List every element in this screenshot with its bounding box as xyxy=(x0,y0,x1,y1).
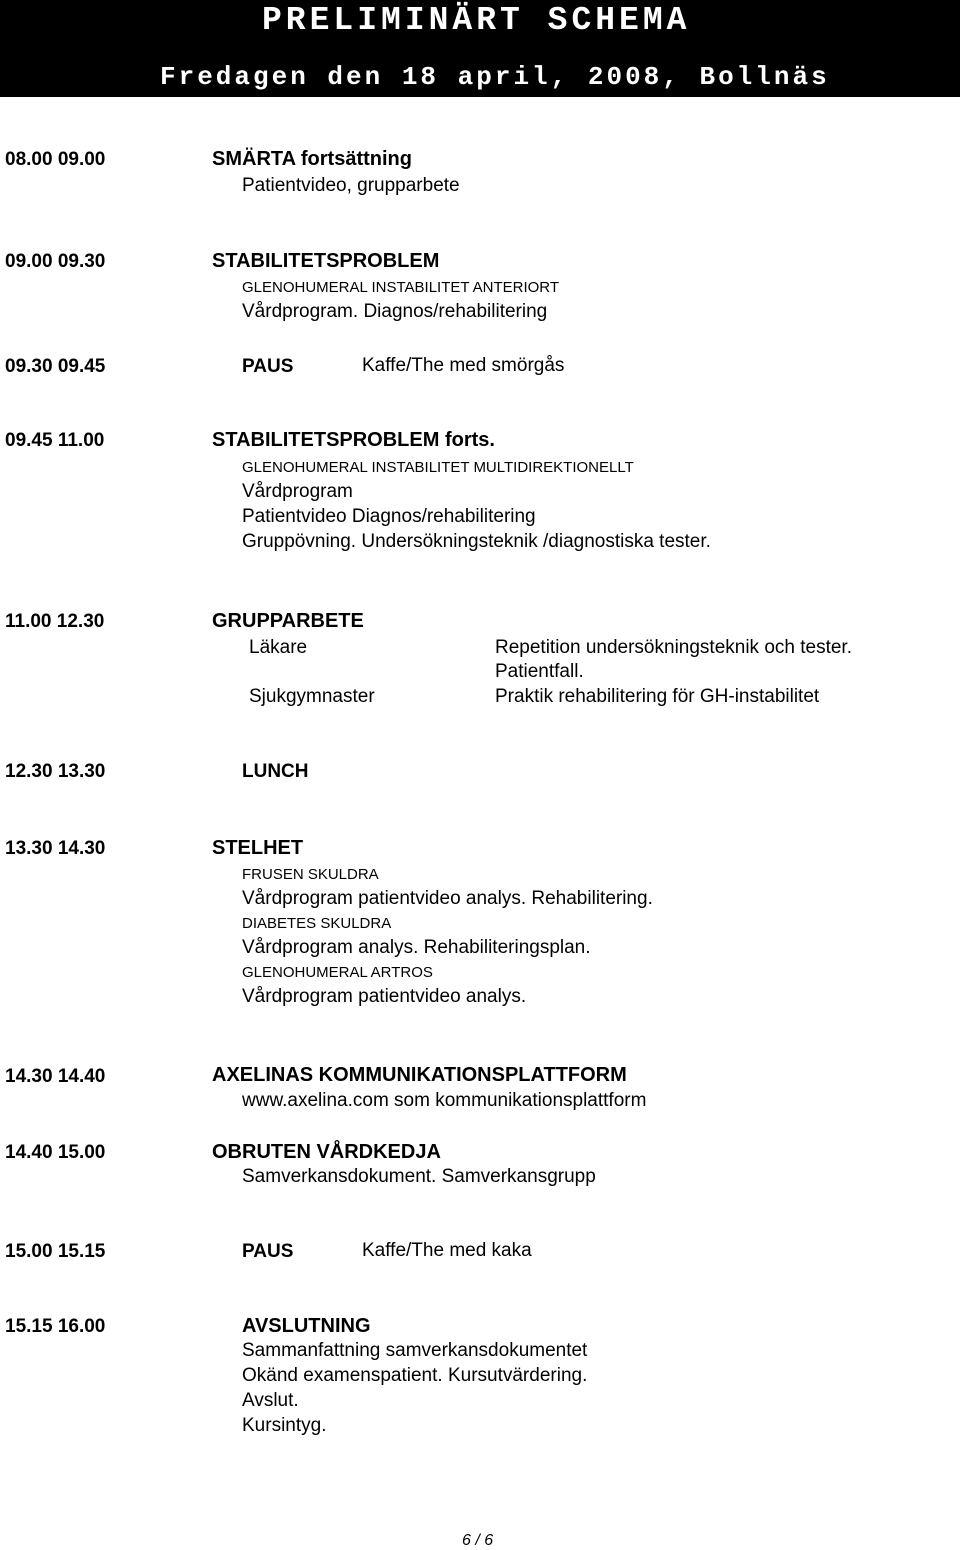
session-subheading: FRUSEN SKULDRA xyxy=(242,866,379,883)
session-heading: OBRUTEN VÅRDKEDJA xyxy=(212,1141,441,1163)
session-detail: Okänd examenspatient. Kursutvärdering. xyxy=(242,1365,588,1386)
session-detail: Vårdprogram patientvideo analys. Rehabilitering. xyxy=(242,888,653,909)
session-time: 09.00 09.30 xyxy=(5,251,106,272)
session-time: 13.30 14.30 xyxy=(5,838,106,859)
session-detail: Vårdprogram patientvideo analys. xyxy=(242,986,527,1007)
session-time: 15.00 15.15 xyxy=(5,1241,106,1262)
session-heading: PAUS xyxy=(242,356,294,377)
group-task: Patientfall. xyxy=(495,661,584,682)
session-detail: Gruppövning. Undersökningsteknik /diagnostiska tester. xyxy=(242,531,711,552)
session-heading: STELHET xyxy=(212,837,304,859)
group-role: Sjukgymnaster xyxy=(249,686,375,707)
session-time: 14.30 14.40 xyxy=(5,1066,106,1087)
session-time: 08.00 09.00 xyxy=(5,149,106,170)
session-detail: Vårdprogram. Diagnos/rehabilitering xyxy=(242,301,548,322)
session-time: 15.15 16.00 xyxy=(5,1316,106,1337)
session-detail: Sammanfattning samverkansdokumentet xyxy=(242,1340,588,1361)
page-subtitle: Fredagen den 18 april, 2008, Bollnäs xyxy=(160,62,830,92)
group-task: Praktik rehabilitering för GH-instabilitet xyxy=(495,686,820,707)
page-title: PRELIMINÄRT SCHEMA xyxy=(262,2,691,39)
session-detail: Kursintyg. xyxy=(242,1415,327,1436)
page-number: 6 / 6 xyxy=(462,1532,494,1549)
session-time: 09.45 11.00 xyxy=(5,430,105,451)
session-heading: AXELINAS KOMMUNIKATIONSPLATTFORM xyxy=(212,1064,627,1086)
session-time: 12.30 13.30 xyxy=(5,761,106,782)
session-heading: LUNCH xyxy=(242,761,309,782)
session-subheading: GLENOHUMERAL INSTABILITET MULTIDIREKTIONELLT xyxy=(242,459,634,476)
session-heading: SMÄRTA fortsättning xyxy=(212,148,412,170)
session-detail: www.axelina.com som kommunikationsplattform xyxy=(242,1090,647,1111)
session-heading: STABILITETSPROBLEM xyxy=(212,250,440,272)
session-time: 11.00 12.30 xyxy=(5,611,105,632)
group-role: Läkare xyxy=(249,637,308,658)
session-subheading: DIABETES SKULDRA xyxy=(242,915,392,932)
session-subheading: GLENOHUMERAL ARTROS xyxy=(242,964,433,981)
session-detail: Vårdprogram xyxy=(242,481,353,502)
session-detail: Patientvideo, grupparbete xyxy=(242,175,460,196)
session-description: Kaffe/The med smörgås xyxy=(362,355,565,376)
session-description: Kaffe/The med kaka xyxy=(362,1240,532,1261)
session-detail: Samverkansdokument. Samverkansgrupp xyxy=(242,1166,596,1187)
session-heading: STABILITETSPROBLEM forts. xyxy=(212,429,495,451)
session-time: 09.30 09.45 xyxy=(5,356,106,377)
session-time: 14.40 15.00 xyxy=(5,1142,106,1163)
session-detail: Vårdprogram analys. Rehabiliteringsplan. xyxy=(242,937,591,958)
group-task: Repetition undersökningsteknik och tester. xyxy=(495,637,852,658)
session-detail: Avslut. xyxy=(242,1390,299,1411)
session-heading: PAUS xyxy=(242,1241,294,1262)
session-subheading: GLENOHUMERAL INSTABILITET ANTERIORT xyxy=(242,279,560,296)
header-banner xyxy=(0,0,960,97)
session-detail: Patientvideo Diagnos/rehabilitering xyxy=(242,506,536,527)
session-heading: AVSLUTNING xyxy=(242,1315,371,1337)
session-heading: GRUPPARBETE xyxy=(212,610,364,632)
